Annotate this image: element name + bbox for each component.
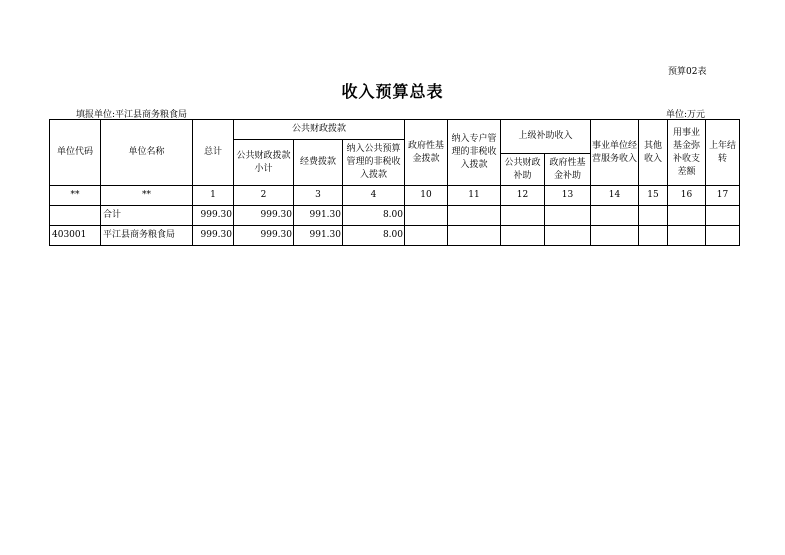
cell-empty (501, 206, 545, 226)
cell-name: 平江县商务粮食局 (101, 226, 193, 246)
index-cell: 4 (343, 186, 405, 206)
cell-empty (668, 226, 706, 246)
cell-empty (639, 226, 668, 246)
cell-empty (448, 226, 501, 246)
cell-code (50, 206, 101, 226)
header-public-subtotal: 公共财政拨款小计 (234, 140, 294, 186)
index-cell: 13 (545, 186, 591, 206)
cell-empty (706, 226, 740, 246)
header-superior-subsidy: 上级补助收入 (501, 120, 591, 154)
header-nontax-budget: 纳入公共预算管理的非税收入拨款 (343, 140, 405, 186)
filler-unit: 填报单位:平江县商务粮食局 (76, 110, 188, 120)
header-expense-allocation: 经费拨款 (294, 140, 343, 186)
cell-empty (405, 206, 448, 226)
index-cell: 17 (706, 186, 740, 206)
currency-unit: 单位:万元 (666, 110, 706, 120)
cell-total: 999.30 (193, 206, 234, 226)
cell-empty (591, 206, 639, 226)
cell-empty (545, 206, 591, 226)
table-row (50, 226, 740, 246)
header-total: 总计 (193, 120, 234, 186)
cell-total: 999.30 (193, 226, 234, 246)
cell-empty (591, 226, 639, 246)
index-cell: 15 (639, 186, 668, 206)
cell-name: 合计 (101, 206, 193, 226)
index-cell: ** (50, 186, 101, 206)
header-gov-fund: 政府性基金拨款 (405, 120, 448, 186)
header-special-account: 纳入专户管理的非税收入拨款 (448, 120, 501, 186)
index-cell: 10 (405, 186, 448, 206)
index-cell: 1 (193, 186, 234, 206)
index-cell: 14 (591, 186, 639, 206)
cell-empty (706, 206, 740, 226)
cell-subtotal: 999.30 (234, 206, 294, 226)
cell-empty (545, 226, 591, 246)
index-cell: 16 (668, 186, 706, 206)
table-row (50, 206, 740, 226)
index-cell: 2 (234, 186, 294, 206)
header-name: 单位名称 (101, 120, 193, 186)
header-code: 单位代码 (50, 120, 101, 186)
cell-empty (405, 226, 448, 246)
index-cell: ** (101, 186, 193, 206)
cell-nontax: 8.00 (343, 206, 405, 226)
header-fund-offset: 用事业基金弥补收支差额 (668, 120, 706, 186)
header-other-income: 其他收入 (639, 120, 668, 186)
cell-nontax: 8.00 (343, 226, 405, 246)
cell-subtotal: 999.30 (234, 226, 294, 246)
cell-empty (448, 206, 501, 226)
cell-empty (668, 206, 706, 226)
cell-expense: 991.30 (294, 226, 343, 246)
index-cell: 11 (448, 186, 501, 206)
cell-expense: 991.30 (294, 206, 343, 226)
index-row (50, 186, 740, 206)
cell-code: 403001 (50, 226, 101, 246)
cell-empty (639, 206, 668, 226)
budget-table (49, 119, 740, 246)
header-superior-public: 公共财政补助 (501, 154, 545, 186)
header-carryover: 上年结转 (706, 120, 740, 186)
page-title: 收入预算总表 (341, 82, 444, 101)
cell-empty (501, 226, 545, 246)
form-number: 预算02表 (668, 67, 707, 77)
index-cell: 12 (501, 186, 545, 206)
index-cell: 3 (294, 186, 343, 206)
header-business-income: 事业单位经营服务收入 (591, 120, 639, 186)
header-public-finance: 公共财政拨款 (234, 120, 405, 140)
header-superior-gov-fund: 政府性基金补助 (545, 154, 591, 186)
